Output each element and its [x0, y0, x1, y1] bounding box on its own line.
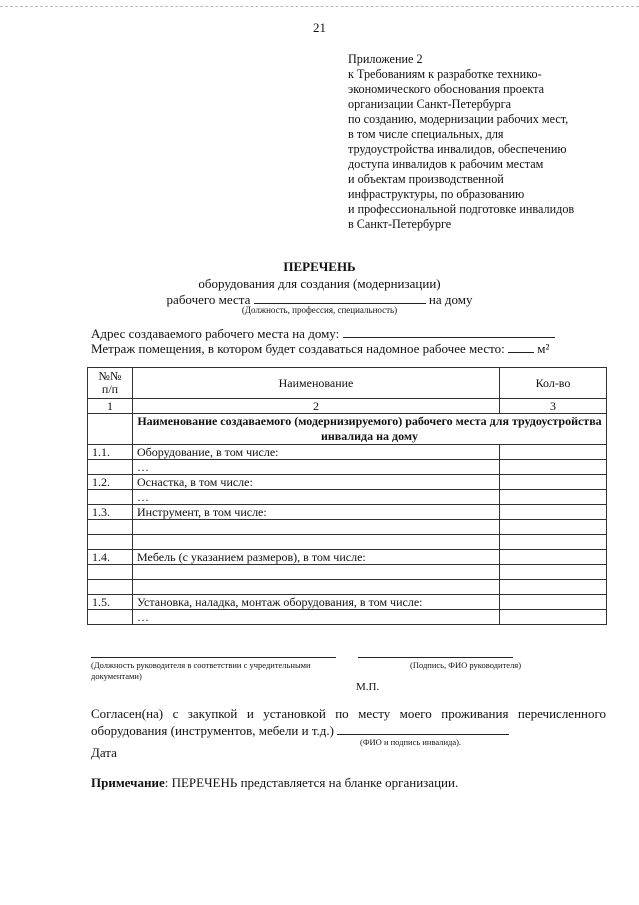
- row-name: [133, 520, 500, 535]
- appendix-line: доступа инвалидов к рабочим местам: [348, 157, 544, 171]
- row-qty[interactable]: [500, 445, 607, 460]
- row-num: 1.5.: [88, 595, 133, 610]
- table-row: [88, 595, 607, 610]
- appendix-line: в том числе специальных, для: [348, 127, 504, 141]
- workplace-prefix: рабочего места: [166, 292, 251, 307]
- area-label: Метраж помещения, в котором будет создаваться надомное рабочее место:: [91, 341, 505, 356]
- equipment-table: [87, 367, 607, 625]
- row-num: 1.4.: [88, 550, 133, 565]
- table-row: [88, 460, 607, 475]
- row-qty[interactable]: [500, 460, 607, 475]
- table-row: [88, 520, 607, 535]
- row-qty[interactable]: [500, 550, 607, 565]
- appendix-line: организации Санкт-Петербурга: [348, 97, 512, 111]
- table-row: [88, 445, 607, 460]
- appendix-line: Приложение 2: [348, 52, 423, 66]
- appendix-line: трудоустройства инвалидов, обеспечению: [348, 142, 567, 156]
- row-num: [88, 580, 133, 595]
- row-name: [133, 565, 500, 580]
- row-qty[interactable]: [500, 595, 607, 610]
- sign-caption: (Подпись, ФИО руководителя): [410, 660, 522, 670]
- document-title: ПЕРЕЧЕНЬ: [283, 259, 356, 274]
- area-unit: м²: [537, 341, 550, 356]
- table-row: [88, 550, 607, 565]
- row-num: [88, 610, 133, 625]
- row-num: [88, 490, 133, 505]
- table-row: [88, 475, 607, 490]
- header-name: Наименование: [133, 368, 500, 399]
- table-row: [88, 610, 607, 625]
- note-text: : ПЕРЕЧЕНЬ представляется на бланке организации.: [164, 775, 459, 790]
- area-line: [91, 340, 549, 357]
- table-header-row: [88, 368, 607, 399]
- row-name: …: [133, 490, 500, 505]
- workplace-blank[interactable]: [254, 291, 426, 304]
- table-row: [88, 490, 607, 505]
- note-label: Примечание: [91, 775, 165, 790]
- address-blank[interactable]: [343, 325, 555, 338]
- row-name: …: [133, 460, 500, 475]
- section-row: [88, 414, 607, 445]
- row-name: Мебель (с указанием размеров), в том числе:: [133, 550, 500, 565]
- row-name: Установка, наладка, монтаж оборудования, в том числе:: [133, 595, 500, 610]
- header-num: №№ п/п: [88, 368, 133, 399]
- consent-blank[interactable]: [337, 722, 509, 735]
- appendix-line: инфраструктуры, по образованию: [348, 187, 525, 201]
- row-num: 1.3.: [88, 505, 133, 520]
- column-numbers-row: [88, 399, 607, 414]
- row-num: [88, 535, 133, 550]
- row-qty[interactable]: [500, 580, 607, 595]
- position-caption: [91, 660, 371, 682]
- appendix-line: по созданию, модернизации рабочих мест,: [348, 112, 569, 126]
- scan-top-edge: [0, 6, 639, 7]
- appendix-line: к Требованиям к разработке технико-: [348, 67, 542, 81]
- table-row: [88, 505, 607, 520]
- row-name: …: [133, 610, 500, 625]
- row-name: Оборудование, в том числе:: [133, 445, 500, 460]
- row-qty[interactable]: [500, 505, 607, 520]
- section-title: Наименование создаваемого (модернизируемого) рабочего места для трудоустройства инвалида на дому: [133, 414, 607, 445]
- header-qty: Кол-во: [500, 368, 607, 399]
- consent-caption: (ФИО и подпись инвалида).: [360, 737, 462, 747]
- workplace-caption: (Должность, профессия, специальность): [241, 305, 398, 315]
- appendix-line: экономического обоснования проекта: [348, 82, 545, 96]
- position-caption-line: (Должность руководителя в соответствии с учредительными: [91, 660, 311, 670]
- table-row: [88, 535, 607, 550]
- consent-paragraph: [91, 705, 606, 739]
- row-qty[interactable]: [500, 535, 607, 550]
- row-num: [88, 460, 133, 475]
- consent-text: Согласен(на) с закупкой и установкой по месту моего проживания перечисленного оборудования (инструментов, мебели и т.д.): [91, 706, 606, 738]
- row-num: 1.1.: [88, 445, 133, 460]
- address-label: Адрес создаваемого рабочего места на дому:: [91, 326, 340, 341]
- row-num: [88, 565, 133, 580]
- row-name: [133, 535, 500, 550]
- row-num: 1.2.: [88, 475, 133, 490]
- table-row: [88, 565, 607, 580]
- position-caption-line: документами): [91, 671, 142, 681]
- appendix-line: в Санкт-Петербурге: [348, 217, 452, 231]
- row-qty[interactable]: [500, 520, 607, 535]
- page-number: 21: [313, 20, 326, 35]
- col-number: 2: [133, 399, 500, 414]
- appendix-line: и объектам производственной: [348, 172, 504, 186]
- date-label: Дата: [91, 745, 117, 760]
- row-num: [88, 520, 133, 535]
- note-line: [91, 775, 458, 791]
- row-name: Оснастка, в том числе:: [133, 475, 500, 490]
- table-row: [88, 580, 607, 595]
- row-name: Инструмент, в том числе:: [133, 505, 500, 520]
- appendix-line: и профессиональной подготовке инвалидов: [348, 202, 575, 216]
- row-qty[interactable]: [500, 610, 607, 625]
- row-qty[interactable]: [500, 565, 607, 580]
- section-num-cell: [88, 414, 133, 445]
- col-number: 1: [88, 399, 133, 414]
- head-signature-line[interactable]: [358, 657, 513, 658]
- position-signature-line[interactable]: [91, 657, 336, 658]
- col-number: 3: [500, 399, 607, 414]
- row-qty[interactable]: [500, 490, 607, 505]
- document-subtitle: оборудования для создания (модернизации): [198, 276, 441, 291]
- stamp-place: М.П.: [356, 681, 380, 693]
- appendix-note: [348, 52, 618, 232]
- row-name: [133, 580, 500, 595]
- row-qty[interactable]: [500, 475, 607, 490]
- area-blank[interactable]: [508, 340, 534, 353]
- workplace-suffix: на дому: [428, 292, 473, 307]
